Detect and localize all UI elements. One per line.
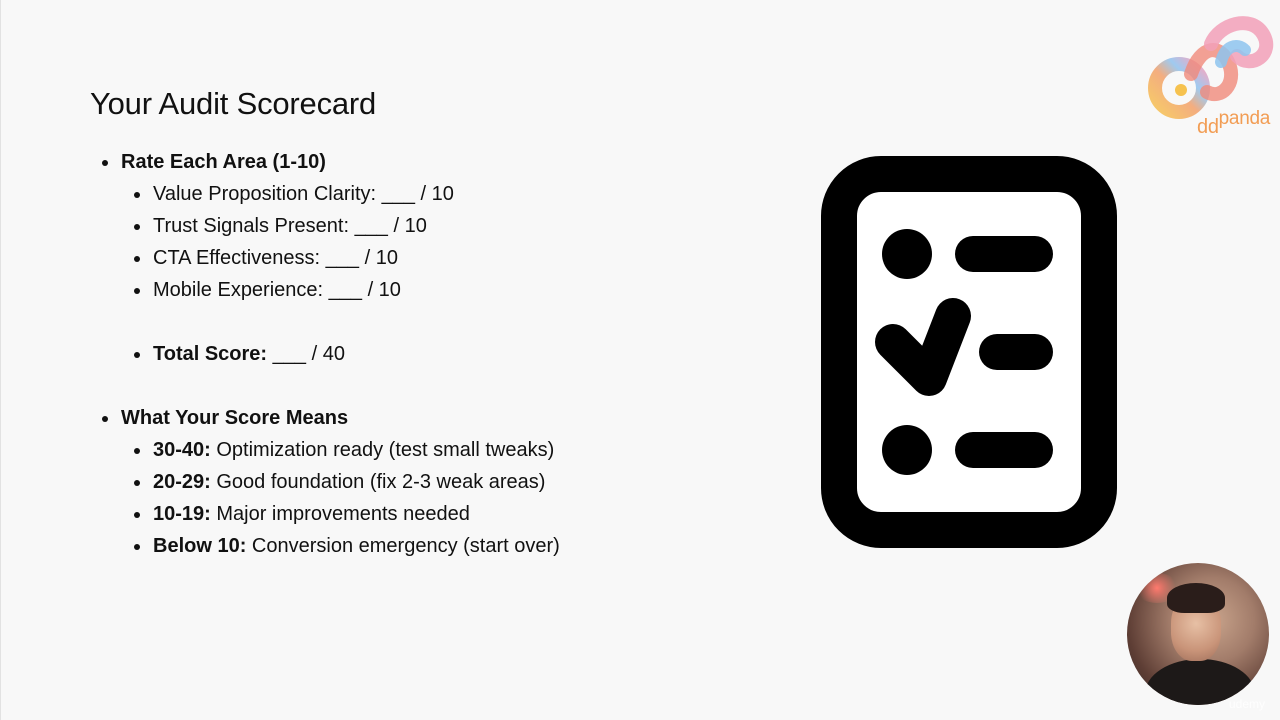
list-item-text: CTA Effectiveness: ___ / 10 [153,247,398,269]
bullet [134,544,140,550]
list-item-text: Trust Signals Present: ___ / 10 [153,215,427,237]
score-range: 10-19: [153,503,211,525]
list-item [153,214,427,238]
bullet [102,416,108,422]
list-item [153,182,454,206]
total-score [153,342,345,366]
score-description: Good foundation (fix 2-3 weak areas) [210,471,546,493]
bullet [134,512,140,518]
list-item [153,534,560,558]
logo-text-dd: dd [1197,116,1219,138]
list-item [153,438,554,462]
section-heading-text: What Your Score Means [121,407,349,429]
bullet [134,448,140,454]
list-item-text: Value Proposition Clarity: ___ / 10 [153,183,454,205]
slide-title: Your Audit Scorecard [90,86,377,121]
score-range: 20-29: [153,471,211,493]
score-range: 30-40: [153,439,211,461]
bullet [134,288,140,294]
bullet [134,480,140,486]
logo-text-panda: panda [1218,108,1270,129]
bullet [134,352,140,358]
ddpanda-logo-icon [1141,4,1279,124]
logo-wordmark [1197,107,1270,138]
presenter-hair [1167,583,1225,613]
bullet [134,192,140,198]
score-description: Optimization ready (test small tweaks) [210,439,555,461]
list-item [153,278,401,302]
total-score-label: Total Score: [153,343,268,365]
checklist-clipboard-icon [821,156,1117,550]
udemy-watermark: udemy [1229,697,1266,711]
list-item [153,502,470,526]
presenter-webcam [1127,563,1269,705]
section-heading-text: Rate Each Area (1-10) [121,151,326,173]
section-heading-rate [121,150,326,174]
bullet [134,224,140,230]
score-range: Below 10: [153,535,247,557]
bullet [134,256,140,262]
score-description: Conversion emergency (start over) [246,535,560,557]
list-item [153,470,545,494]
list-item [153,246,398,270]
section-heading-meaning [121,406,348,430]
list-item-text: Mobile Experience: ___ / 10 [153,279,401,301]
score-description: Major improvements needed [210,503,470,525]
total-score-value: ___ / 40 [267,343,345,365]
bullet [102,160,108,166]
